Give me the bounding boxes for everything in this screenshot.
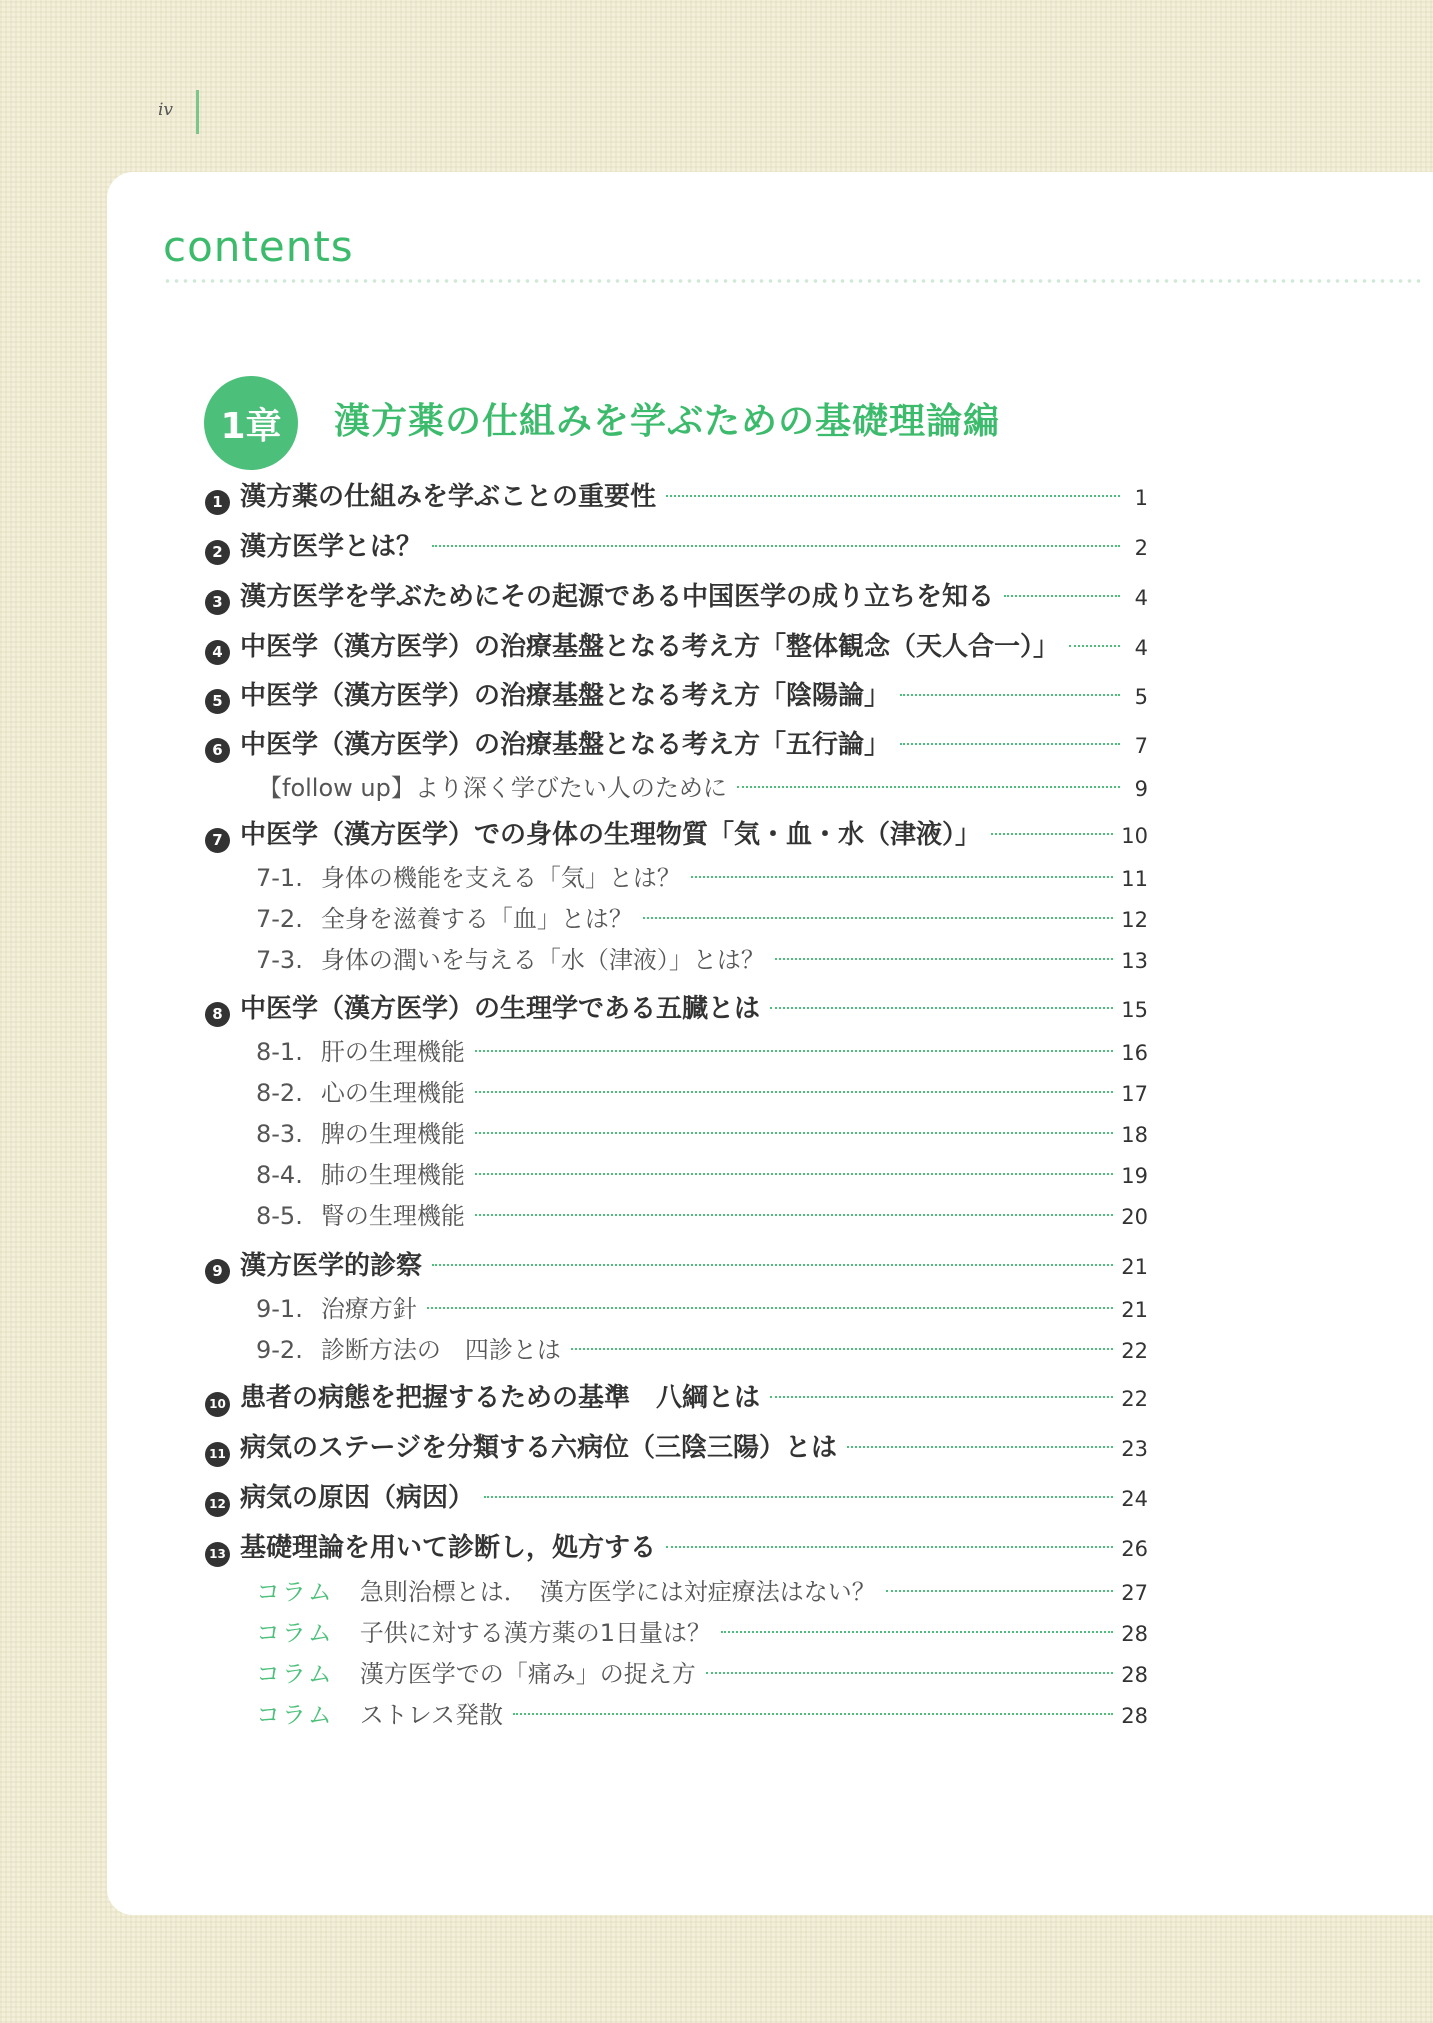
toc-item-text: 肝の生理機能	[320, 1038, 465, 1066]
page-number: iv	[158, 100, 174, 120]
toc-item-text: 子供に対する漢方薬の1日量は？	[359, 1619, 712, 1647]
toc-item[interactable]	[256, 899, 1148, 935]
toc-page-number: 12	[1121, 908, 1148, 932]
toc-page-number: 26	[1121, 1537, 1148, 1561]
toc-page-number: 27	[1121, 1581, 1148, 1605]
toc-item[interactable]	[256, 1196, 1148, 1232]
dot-leader	[571, 1348, 1113, 1350]
chapter-number-badge: 1章	[204, 376, 298, 470]
subitem-number: 7-1.	[256, 864, 303, 892]
contents-divider	[163, 276, 1423, 286]
toc-item-text: 患者の病態を把握するための基準 八綱とは	[240, 1383, 761, 1413]
dot-leader	[706, 1672, 1114, 1674]
toc-item[interactable]	[205, 526, 1148, 562]
toc-item[interactable]	[205, 988, 1148, 1024]
toc-item[interactable]	[256, 940, 1148, 976]
toc-item-text: 中医学（漢方医学）の生理学である五臓とは	[240, 994, 761, 1024]
toc-page-number: 22	[1121, 1387, 1148, 1411]
toc-item-text: 漢方医学とは？	[240, 532, 423, 562]
dot-leader	[737, 786, 1120, 788]
toc-item-text: 漢方薬の仕組みを学ぶことの重要性	[240, 482, 657, 512]
contents-title: contents	[163, 222, 354, 271]
dot-leader	[475, 1132, 1113, 1134]
toc-item-text: 急則治標とは． 漢方医学には対症療法はない？	[359, 1578, 876, 1606]
toc-item[interactable]	[205, 1427, 1148, 1463]
item-number-badge: 4	[205, 640, 230, 665]
toc-page-number: 4	[1134, 636, 1148, 660]
subitem-number: 8-1.	[256, 1038, 303, 1066]
toc-page-number: 4	[1134, 586, 1148, 610]
column-label: コラム	[256, 1619, 334, 1647]
item-number-badge: 3	[205, 590, 230, 615]
toc-page-number: 21	[1121, 1298, 1148, 1322]
dot-leader	[432, 545, 1120, 547]
column-label: コラム	[256, 1578, 334, 1606]
toc-item[interactable]	[256, 1654, 1148, 1690]
subitem-number: 8-4.	[256, 1161, 303, 1189]
dot-leader	[775, 958, 1113, 960]
toc-item[interactable]	[205, 1527, 1148, 1563]
toc-item-text: 治療方針	[320, 1295, 417, 1323]
item-number-badge: 1	[205, 490, 230, 515]
dot-leader	[1069, 645, 1120, 647]
toc-page-number: 28	[1121, 1704, 1148, 1728]
toc-item[interactable]	[256, 1613, 1148, 1649]
subitem-number: 9-1.	[256, 1295, 303, 1323]
toc-item[interactable]	[258, 768, 1148, 804]
dot-leader	[643, 917, 1113, 919]
dot-leader	[900, 694, 1120, 696]
item-number-badge: 7	[205, 828, 230, 853]
toc-item-text: 中医学（漢方医学）の治療基盤となる考え方「整体観念（天人合一）」	[240, 632, 1060, 662]
toc-item[interactable]	[256, 1073, 1148, 1109]
toc-item[interactable]	[256, 858, 1148, 894]
toc-item[interactable]	[205, 1245, 1148, 1281]
toc-page-number: 22	[1121, 1339, 1148, 1363]
subitem-number: 7-3.	[256, 946, 303, 974]
toc-item[interactable]	[205, 1377, 1148, 1413]
dot-leader	[475, 1214, 1113, 1216]
toc-item[interactable]	[205, 626, 1148, 662]
toc-item-text: 肺の生理機能	[320, 1161, 465, 1189]
toc-page-number: 1	[1134, 486, 1148, 510]
item-number-badge: 5	[205, 689, 230, 714]
page-number-bar	[196, 90, 199, 134]
subitem-number: 7-2.	[256, 905, 303, 933]
toc-item[interactable]	[205, 675, 1148, 711]
toc-item-text: 【follow up】より深く学びたい人のために	[258, 774, 727, 802]
toc-item[interactable]	[256, 1114, 1148, 1150]
toc-item-text: 全身を滋養する「血」とは？	[320, 905, 633, 933]
item-number-badge: 9	[205, 1259, 230, 1284]
dot-leader	[484, 1496, 1113, 1498]
dot-leader	[1004, 595, 1120, 597]
dot-leader	[991, 833, 1113, 835]
toc-item[interactable]	[256, 1572, 1148, 1608]
toc-item-text: 病気のステージを分類する六病位（三陰三陽）とは	[240, 1433, 837, 1463]
subitem-number: 8-5.	[256, 1202, 303, 1230]
item-number-badge: 2	[205, 540, 230, 565]
dot-leader	[475, 1173, 1113, 1175]
toc-page-number: 15	[1121, 998, 1148, 1022]
dot-leader	[427, 1307, 1113, 1309]
toc-item-text: 中医学（漢方医学）の治療基盤となる考え方「五行論」	[240, 730, 891, 760]
dot-leader	[886, 1590, 1114, 1592]
toc-page-number: 9	[1134, 777, 1148, 801]
toc-item[interactable]	[205, 576, 1148, 612]
dot-leader	[770, 1396, 1113, 1398]
toc-item-text: 漢方医学を学ぶためにその起源である中国医学の成り立ちを知る	[240, 582, 995, 612]
dot-leader	[513, 1713, 1113, 1715]
column-label: コラム	[256, 1660, 334, 1688]
column-label: コラム	[256, 1701, 334, 1729]
toc-page-number: 20	[1121, 1205, 1148, 1229]
toc-page-number: 28	[1121, 1622, 1148, 1646]
toc-item[interactable]	[205, 814, 1148, 850]
item-number-badge: 10	[205, 1392, 230, 1417]
dot-leader	[691, 876, 1113, 878]
toc-item-text: 診断方法の 四診とは	[320, 1336, 561, 1364]
item-number-badge: 8	[205, 1002, 230, 1027]
toc-item[interactable]	[256, 1330, 1148, 1366]
subitem-number: 9-2.	[256, 1336, 303, 1364]
item-number-badge: 13	[205, 1542, 230, 1567]
toc-page-number: 5	[1134, 685, 1148, 709]
toc-page-number: 7	[1134, 734, 1148, 758]
toc-item[interactable]	[256, 1695, 1148, 1731]
toc-item[interactable]	[205, 724, 1148, 760]
dot-leader	[721, 1631, 1113, 1633]
toc-page-number: 21	[1121, 1255, 1148, 1279]
dot-leader	[475, 1050, 1113, 1052]
toc-page-number: 28	[1121, 1663, 1148, 1687]
toc-page-number: 11	[1121, 867, 1148, 891]
toc-item-text: ストレス発散	[359, 1701, 504, 1729]
toc-item-text: 基礎理論を用いて診断し，処方する	[240, 1533, 657, 1563]
toc-item-text: 病気の原因（病因）	[240, 1483, 475, 1513]
toc-item[interactable]	[256, 1032, 1148, 1068]
item-number-badge: 11	[205, 1442, 230, 1467]
toc-item-text: 身体の潤いを与える「水（津液）」とは？	[320, 946, 765, 974]
chapter-title: 漢方薬の仕組みを学ぶための基礎理論編	[334, 401, 1001, 442]
toc-page-number: 24	[1121, 1487, 1148, 1511]
dot-leader	[770, 1007, 1113, 1009]
toc-page-number: 10	[1121, 824, 1148, 848]
subitem-number: 8-3.	[256, 1120, 303, 1148]
toc-page-number: 2	[1134, 536, 1148, 560]
toc-item[interactable]	[205, 476, 1148, 512]
toc-page-number: 17	[1121, 1082, 1148, 1106]
item-number-badge: 12	[205, 1492, 230, 1517]
toc-item-text: 身体の機能を支える「気」とは？	[320, 864, 681, 892]
dot-leader	[847, 1446, 1113, 1448]
toc-page-number: 23	[1121, 1437, 1148, 1461]
subitem-number: 8-2.	[256, 1079, 303, 1107]
toc-page-number: 13	[1121, 949, 1148, 973]
dot-leader	[475, 1091, 1113, 1093]
toc-page-number: 18	[1121, 1123, 1148, 1147]
dot-leader	[900, 743, 1120, 745]
toc-item[interactable]	[256, 1289, 1148, 1325]
toc-item-text: 中医学（漢方医学）での身体の生理物質「気・血・水（津液）」	[240, 820, 982, 850]
dot-leader	[666, 495, 1120, 497]
toc-item-text: 脾の生理機能	[320, 1120, 465, 1148]
dot-leader	[666, 1546, 1113, 1548]
toc-item[interactable]	[256, 1155, 1148, 1191]
toc-item-text: 漢方医学的診察	[240, 1251, 423, 1281]
toc-page-number: 19	[1121, 1164, 1148, 1188]
toc-page-number: 16	[1121, 1041, 1148, 1065]
toc-item[interactable]	[205, 1477, 1148, 1513]
toc-item-text: 心の生理機能	[320, 1079, 465, 1107]
toc-item-text: 漢方医学での「痛み」の捉え方	[359, 1660, 696, 1688]
toc-item-text: 中医学（漢方医学）の治療基盤となる考え方「陰陽論」	[240, 681, 891, 711]
dot-leader	[432, 1264, 1113, 1266]
toc-item-text: 腎の生理機能	[320, 1202, 465, 1230]
item-number-badge: 6	[205, 738, 230, 763]
